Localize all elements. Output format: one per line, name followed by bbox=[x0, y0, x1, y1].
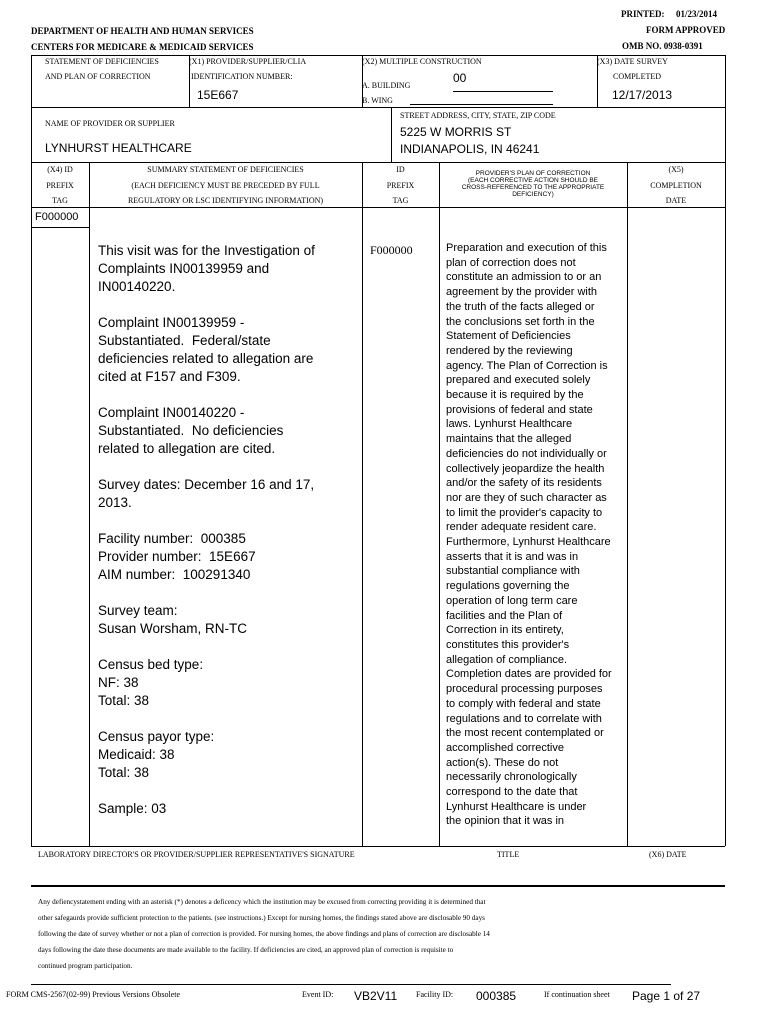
disclaimer-line: other safegaurds provide sufficient protection to the patients. (see instructions.) Except for nursing homes, the findings stated above are disclosable 90 days bbox=[38, 914, 485, 922]
summary-paragraph: Census payor type: Medicaid: 38 Total: 38 bbox=[98, 729, 215, 780]
poc-line: constitutes this provider's bbox=[446, 638, 570, 651]
poc-line: agency. The Plan of Correction is bbox=[446, 359, 608, 372]
address-label: STREET ADDRESS, CITY, STATE, ZIP CODE bbox=[400, 111, 556, 120]
x2-label: (X2) MULTIPLE CONSTRUCTION bbox=[362, 57, 482, 66]
poc-line: agreement by the provider with bbox=[446, 286, 598, 299]
department-title: DEPARTMENT OF HEALTH AND HUMAN SERVICES bbox=[31, 26, 254, 36]
summary-paragraph: Complaint IN00140220 - Substantiated. No deficiencies related to allegation are cited. bbox=[98, 405, 284, 456]
id-header-2: PREFIX bbox=[386, 181, 415, 190]
x1-label-1: (X1) PROVIDER/SUPPLIER/CLIA bbox=[189, 57, 307, 66]
signature-label: LABORATORY DIRECTOR'S OR PROVIDER/SUPPLIER REPRESENTATIVE'S SIGNATURE bbox=[38, 850, 355, 859]
poc-header-1: PROVIDER'S PLAN OF CORRECTION bbox=[475, 170, 591, 177]
poc-line: deficiencies do not individually or bbox=[446, 447, 607, 460]
disclaimer-line: Any defiencystatement ending with an asterisk (*) denotes a deficency which the institution may be excused from correcting providing it is determined that bbox=[38, 898, 486, 906]
disclaimer-line: continued program participation. bbox=[38, 962, 133, 970]
poc-line: operation of long term care bbox=[446, 594, 578, 607]
summary-paragraph: Survey team: Susan Worsham, RN-TC bbox=[98, 603, 248, 636]
poc-line: correspond to the date that bbox=[446, 786, 578, 799]
id-header-3: TAG bbox=[392, 196, 409, 205]
poc-line: rendered by the reviewing bbox=[446, 344, 573, 357]
poc-line: the truth of the facts alleged or bbox=[446, 300, 595, 313]
summary-paragraph: Facility number: 000385 Provider number: 15E667 AIM number: 100291340 bbox=[98, 531, 256, 582]
summary-paragraph: Sample: 03 bbox=[98, 801, 167, 816]
continuation-label: If continuation sheet bbox=[544, 990, 610, 999]
poc-line: allegation of compliance. bbox=[446, 653, 568, 666]
poc-line: facilities and the Plan of bbox=[446, 609, 563, 622]
form-number: FORM CMS-2567(02-99) Previous Versions Obsolete bbox=[6, 990, 181, 999]
page-number: Page 1 of 27 bbox=[632, 989, 701, 1003]
x4-header-2: PREFIX bbox=[46, 181, 74, 190]
disclaimer-text bbox=[38, 894, 728, 974]
x4-header-3: TAG bbox=[52, 196, 68, 205]
poc-line: asserts that it is and was in bbox=[446, 550, 579, 563]
id-header-1: ID bbox=[396, 165, 405, 174]
poc-line: procedural processing purposes bbox=[446, 683, 603, 696]
poc-line: regulations governing the bbox=[446, 580, 570, 593]
summary-header-2: (EACH DEFICIENCY MUST BE PRECEDED BY FULL bbox=[131, 181, 320, 190]
statement-label-1: STATEMENT OF DEFICIENCIES bbox=[45, 57, 159, 66]
poc-line: laws. Lynhurst Healthcare bbox=[446, 418, 573, 431]
address-line-1: 5225 W MORRIS ST bbox=[400, 125, 512, 139]
printed-date: 01/23/2014 bbox=[676, 9, 718, 19]
provider-name-value: LYNHURST HEALTHCARE bbox=[45, 141, 192, 155]
provider-id-value: 15E667 bbox=[197, 88, 239, 102]
disclaimer-line: days following the date these documents are made available to the facility. If deficiencies are cited, an approved plan of correction is requisite to bbox=[38, 946, 454, 954]
right-id-tag: F000000 bbox=[370, 243, 413, 257]
summary-header-1: SUMMARY STATEMENT OF DEFICIENCIES bbox=[147, 165, 304, 174]
poc-line: to limit the provider's capacity to bbox=[446, 506, 603, 519]
facility-id-value: 000385 bbox=[476, 989, 517, 1003]
poc-header-4: DEFICIENCY) bbox=[512, 191, 554, 198]
survey-completed-date: 12/17/2013 bbox=[612, 88, 673, 102]
poc-line: Preparation and execution of this bbox=[446, 242, 607, 254]
poc-line: render adequate resident care. bbox=[446, 521, 597, 534]
poc-line: action(s). These do not bbox=[446, 756, 559, 769]
poc-line: the conclusions set forth in the bbox=[446, 315, 595, 328]
poc-line: maintains that the alleged bbox=[446, 433, 572, 446]
form-approved: FORM APPROVED bbox=[646, 25, 726, 35]
poc-line: Correction in its entirety, bbox=[446, 624, 564, 637]
x5-header-3: DATE bbox=[665, 196, 687, 205]
title-label: TITLE bbox=[497, 850, 520, 859]
poc-line: because it is required by the bbox=[446, 389, 584, 402]
x6-date-label: (X6) DATE bbox=[649, 850, 687, 859]
summary-paragraph: Census bed type: NF: 38 Total: 38 bbox=[98, 657, 204, 708]
poc-header-2: (EACH CORRECTIVE ACTION SHOULD BE bbox=[467, 177, 599, 184]
poc-line: prepared and executed solely bbox=[446, 374, 591, 387]
summary-paragraph: Complaint IN00139959 - Substantiated. Federal/state deficiencies related to allegation are cited at F157 and F309. bbox=[98, 315, 314, 384]
poc-line: Statement of Deficiencies bbox=[446, 330, 571, 343]
poc-line: Completion dates are provided for bbox=[446, 668, 612, 681]
printed-label: PRINTED: bbox=[621, 9, 665, 19]
summary-header-3: REGULATORY OR LSC IDENTIFYING INFORMATION) bbox=[127, 196, 324, 205]
disclaimer-line: following the date of survey whether or not a plan of correction is provided. For nursing homes, the above findings and plans of correction are disclosable 14 bbox=[38, 930, 490, 938]
poc-line: to comply with federal and state bbox=[446, 697, 601, 710]
event-id-label: Event ID: bbox=[302, 990, 334, 999]
poc-header-3: CROSS-REFERENCED TO THE APPROPRIATE bbox=[461, 184, 605, 191]
poc-line: provisions of federal and state bbox=[446, 403, 593, 416]
poc-line: and/or the safety of its residents bbox=[446, 477, 602, 490]
poc-line: necessarily chronologically bbox=[446, 771, 577, 784]
x1-label-2: IDENTIFICATION NUMBER: bbox=[191, 72, 293, 81]
poc-line: plan of correction does not bbox=[446, 256, 576, 269]
left-id-tag: F000000 bbox=[35, 211, 79, 223]
summary-paragraph: This visit was for the Investigation of Complaints IN00139959 and IN00140220. bbox=[98, 243, 315, 294]
poc-line: the most recent contemplated or bbox=[446, 727, 604, 740]
poc-line: the opinion that it was in bbox=[446, 815, 565, 828]
poc-line: nor are they of such character as bbox=[446, 491, 607, 504]
poc-line: Furthermore, Lynhurst Healthcare bbox=[446, 536, 611, 549]
facility-id-label: Facility ID: bbox=[416, 990, 454, 999]
wing-label: B. WING bbox=[362, 96, 393, 105]
provider-name-label: NAME OF PROVIDER OR SUPPLIER bbox=[45, 119, 175, 128]
summary-paragraph: Survey dates: December 16 and 17, 2013. bbox=[98, 477, 315, 510]
poc-line: collectively jeopardize the health bbox=[446, 462, 605, 475]
statement-label-2: AND PLAN OF CORRECTION bbox=[45, 72, 151, 81]
summary-statement bbox=[98, 242, 360, 836]
x5-header-1: (X5) bbox=[668, 165, 684, 174]
poc-header bbox=[439, 170, 627, 198]
x3-label-1: (X3) DATE SURVEY bbox=[597, 57, 668, 66]
event-id-value: VB2V11 bbox=[354, 989, 398, 1003]
plan-of-correction-text bbox=[446, 241, 626, 829]
x4-header-1: (X4) ID bbox=[47, 165, 73, 174]
poc-line: regulations and to correlate with bbox=[446, 712, 602, 725]
poc-line: Lynhurst Healthcare is under bbox=[446, 800, 587, 813]
poc-line: substantial compliance with bbox=[446, 565, 580, 578]
x3-label-2: COMPLETED bbox=[613, 72, 661, 81]
x5-header-2: COMPLETION bbox=[650, 181, 702, 190]
poc-line: constitute an admission to or an bbox=[446, 271, 602, 284]
centers-title: CENTERS FOR MEDICARE & MEDICAID SERVICES bbox=[31, 42, 254, 52]
construction-value: 00 bbox=[453, 71, 467, 85]
address-line-2: INDIANAPOLIS, IN 46241 bbox=[400, 142, 540, 156]
poc-line: accomplished corrective bbox=[446, 741, 564, 754]
building-label: A. BUILDING bbox=[362, 81, 411, 90]
omb-number: OMB NO. 0938-0391 bbox=[622, 41, 703, 51]
